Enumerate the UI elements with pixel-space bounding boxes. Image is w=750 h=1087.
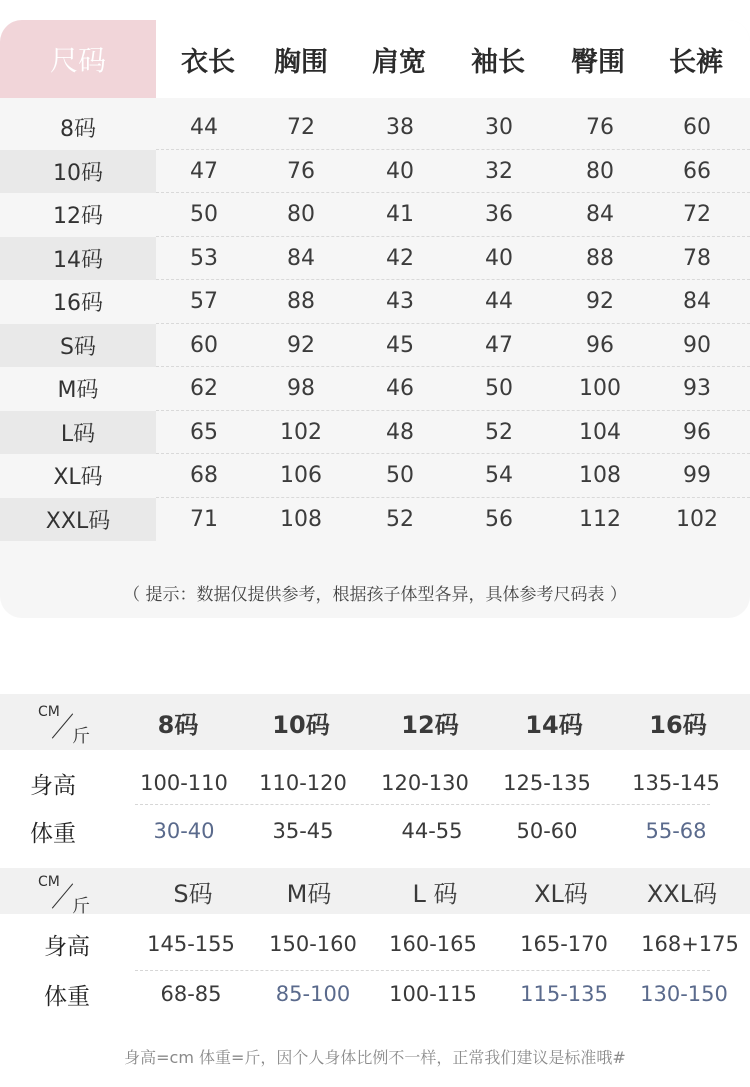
size-row-value: 65 xyxy=(190,419,218,445)
size-row-label: 8码 xyxy=(60,117,96,143)
size-row-value: 60 xyxy=(683,115,711,141)
size-row-value: 100 xyxy=(579,376,621,402)
hw1-height-14: 125-135 xyxy=(503,771,591,795)
hw2-col-xxl: XXL码 xyxy=(646,879,718,908)
header-length: 衣长 xyxy=(181,46,235,78)
size-row-value: 62 xyxy=(190,376,218,402)
size-row-value: 46 xyxy=(386,376,414,402)
hw2-weight-l: 100-115 xyxy=(389,982,477,1006)
size-row-value: 92 xyxy=(586,289,614,315)
hw1-weight-12: 44-55 xyxy=(401,819,463,843)
unit-jin: 斤 xyxy=(72,726,90,747)
hw-table-1-header xyxy=(0,694,750,750)
header-chest: 胸围 xyxy=(274,46,328,78)
size-row xyxy=(0,193,750,237)
size-row-value: 66 xyxy=(683,158,711,184)
size-chart-header xyxy=(0,20,750,98)
size-row-label: L码 xyxy=(0,411,156,455)
size-row-value: 52 xyxy=(485,419,513,445)
size-row xyxy=(0,106,750,150)
size-row-value: 40 xyxy=(386,158,414,184)
size-row-label: S码 xyxy=(0,324,156,368)
size-row-value: 72 xyxy=(287,115,315,141)
size-row xyxy=(0,367,750,411)
hw2-col-s: S码 xyxy=(173,879,213,908)
hw1-col-10: 10码 xyxy=(272,710,330,739)
size-row-value: 78 xyxy=(683,245,711,271)
hw1-weight-8: 30-40 xyxy=(153,819,215,843)
size-row-value: 84 xyxy=(586,202,614,228)
size-row xyxy=(0,280,750,324)
hw1-height-8: 100-110 xyxy=(140,771,228,795)
size-row-label: 10码 xyxy=(0,150,156,194)
size-row-value: 96 xyxy=(683,419,711,445)
unit-cm-2: CM xyxy=(38,874,60,890)
hw2-weight-s: 68-85 xyxy=(160,982,222,1006)
hw1-weight-16: 55-68 xyxy=(645,819,707,843)
hw2-height-xl: 165-170 xyxy=(520,932,608,956)
hw2-weight-label: 体重 xyxy=(44,983,90,1010)
size-row xyxy=(0,150,750,194)
hw1-weight-label: 体重 xyxy=(30,820,76,847)
size-row xyxy=(0,411,750,455)
hw1-col-12: 12码 xyxy=(401,710,459,739)
size-row-label: 12码 xyxy=(53,204,103,230)
size-row-value: 50 xyxy=(190,202,218,228)
size-row-value: 108 xyxy=(579,463,621,489)
size-row-label: M码 xyxy=(57,378,99,404)
size-row-value: 47 xyxy=(485,332,513,358)
size-row-value: 45 xyxy=(386,332,414,358)
size-row-value: 30 xyxy=(485,115,513,141)
size-row-value: 80 xyxy=(586,158,614,184)
size-chart-card xyxy=(0,20,750,618)
hw2-height-label: 身高 xyxy=(44,933,90,960)
size-row-value: 43 xyxy=(386,289,414,315)
size-row-value: 44 xyxy=(485,289,513,315)
header-shoulder: 肩宽 xyxy=(372,46,426,78)
hw2-weight-xxl: 130-150 xyxy=(640,982,728,1006)
hw2-height-l: 160-165 xyxy=(389,932,477,956)
unit-cm: CM xyxy=(38,704,60,720)
size-row-value: 47 xyxy=(190,158,218,184)
hw2-height-xxl: 168+175 xyxy=(641,932,739,956)
hw1-col-14: 14码 xyxy=(525,710,583,739)
hw1-height-label: 身高 xyxy=(30,772,76,799)
hw1-col-8: 8码 xyxy=(157,710,199,739)
size-row xyxy=(0,454,750,498)
hw2-weight-xl: 115-135 xyxy=(520,982,608,1006)
hw1-height-12: 120-130 xyxy=(381,771,469,795)
hw2-col-l: L 码 xyxy=(412,879,458,908)
header-size: 尺码 xyxy=(0,20,156,98)
size-row-value: 36 xyxy=(485,202,513,228)
hw1-height-16: 135-145 xyxy=(632,771,720,795)
size-row-value: 88 xyxy=(586,245,614,271)
size-row-value: 60 xyxy=(190,332,218,358)
size-row xyxy=(0,498,750,542)
size-row-value: 56 xyxy=(485,506,513,532)
footer-note: 身高=cm 体重=斤，因个人身体比例不一样，正常我们建议是标准哦# xyxy=(124,1048,626,1067)
size-chart-note: （ 提示：数据仅提供参考，根据孩子体型各异，具体参考尺码表 ） xyxy=(123,585,627,605)
size-row-value: 72 xyxy=(683,202,711,228)
size-row-value: 84 xyxy=(287,245,315,271)
size-row-value: 88 xyxy=(287,289,315,315)
unit-mark xyxy=(38,700,98,748)
size-row-value: 102 xyxy=(280,419,322,445)
size-row-value: 92 xyxy=(287,332,315,358)
header-sleeve: 袖长 xyxy=(471,46,525,78)
hw1-weight-14: 50-60 xyxy=(516,819,578,843)
size-row xyxy=(0,237,750,281)
header-pants: 长裤 xyxy=(669,46,723,78)
size-row-value: 32 xyxy=(485,158,513,184)
size-row-value: 71 xyxy=(190,506,218,532)
size-row-value: 40 xyxy=(485,245,513,271)
size-row-value: 41 xyxy=(386,202,414,228)
size-row-value: 76 xyxy=(586,115,614,141)
header-hip: 臀围 xyxy=(571,46,625,78)
unit-mark-2 xyxy=(38,870,98,918)
size-row-value: 38 xyxy=(386,115,414,141)
size-row-value: 108 xyxy=(280,506,322,532)
size-row-value: 112 xyxy=(579,506,621,532)
size-row-value: 48 xyxy=(386,419,414,445)
size-row-value: 106 xyxy=(280,463,322,489)
size-row-value: 96 xyxy=(586,332,614,358)
size-row-label: 14码 xyxy=(0,237,156,281)
hw2-height-m: 150-160 xyxy=(269,932,357,956)
size-row-value: 102 xyxy=(676,506,718,532)
size-row-value: 53 xyxy=(190,245,218,271)
hw2-weight-m: 85-100 xyxy=(275,982,351,1006)
size-row-value: 68 xyxy=(190,463,218,489)
hw1-height-10: 110-120 xyxy=(259,771,347,795)
size-row-value: 54 xyxy=(485,463,513,489)
size-row-value: 98 xyxy=(287,376,315,402)
size-row-value: 104 xyxy=(579,419,621,445)
size-row-value: 50 xyxy=(386,463,414,489)
hw2-col-xl: XL码 xyxy=(534,879,588,908)
hw1-divider xyxy=(135,804,710,805)
hw2-divider xyxy=(135,970,710,971)
size-row-value: 76 xyxy=(287,158,315,184)
size-row-value: 44 xyxy=(190,115,218,141)
size-row-label: 16码 xyxy=(53,291,103,317)
hw1-col-16: 16码 xyxy=(649,710,707,739)
size-row-value: 84 xyxy=(683,289,711,315)
hw2-col-m: M码 xyxy=(286,879,332,908)
size-row-value: 57 xyxy=(190,289,218,315)
size-row-value: 42 xyxy=(386,245,414,271)
unit-jin-2: 斤 xyxy=(72,896,90,917)
size-row-value: 90 xyxy=(683,332,711,358)
size-row-label: XXL码 xyxy=(0,498,156,542)
size-row-value: 50 xyxy=(485,376,513,402)
hw2-height-s: 145-155 xyxy=(147,932,235,956)
hw1-weight-10: 35-45 xyxy=(272,819,334,843)
size-row-value: 99 xyxy=(683,463,711,489)
size-row-value: 52 xyxy=(386,506,414,532)
size-row-label: XL码 xyxy=(53,465,103,491)
size-row-value: 80 xyxy=(287,202,315,228)
hw-table-2-header xyxy=(0,868,750,917)
size-row-value: 93 xyxy=(683,376,711,402)
size-row xyxy=(0,324,750,368)
